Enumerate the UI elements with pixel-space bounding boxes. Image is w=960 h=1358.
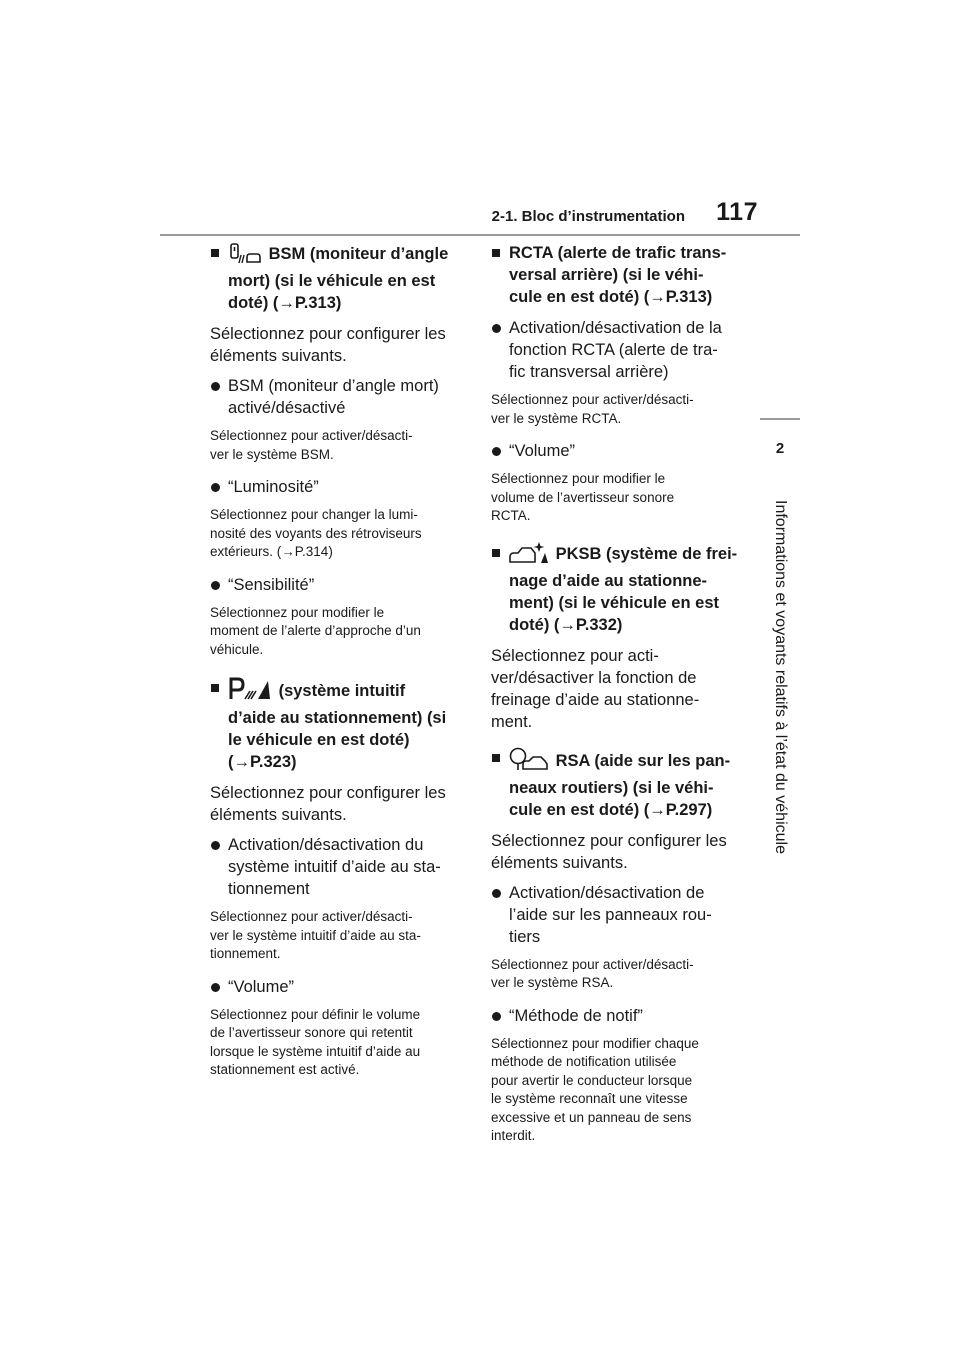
item-note: Sélectionnez pour définir le volume de l’avertisseur sonore qui retentit lorsque le système intuitif d’aide au stationnement est activé. bbox=[210, 1006, 421, 1077]
parking-heading: (système intuitif d’aide au stationnement) (si le véhicule en est doté) (→P.323) bbox=[210, 677, 470, 773]
bullet-dot bbox=[492, 447, 501, 456]
arrow-icon: → bbox=[278, 294, 295, 312]
rsa-intro: Sélectionnez pour configurer les éléments suivants. bbox=[491, 831, 727, 872]
arrow-icon: → bbox=[649, 288, 666, 306]
bullet-dot bbox=[492, 1012, 501, 1021]
item-note: Sélectionnez pour activer/désacti- ver le système intuitif d’aide au sta- tionnement. bbox=[210, 909, 421, 961]
pksb-icon bbox=[509, 542, 549, 570]
section-title: 2-1. Bloc d’instrumentation bbox=[491, 208, 685, 225]
square-bullet bbox=[492, 754, 500, 762]
item-note: Sélectionnez pour activer/désacti- ver le système RCTA. bbox=[491, 392, 694, 426]
page-reference-link[interactable]: P.297) bbox=[665, 800, 713, 819]
arrow-icon: → bbox=[559, 615, 576, 634]
bullet-dot bbox=[211, 983, 220, 992]
bullet-dot bbox=[492, 889, 501, 898]
parking-intro: Sélectionnez pour configurer les éléments suivants. bbox=[210, 784, 446, 824]
bullet-dot bbox=[492, 324, 501, 333]
square-bullet bbox=[211, 249, 219, 257]
bsm-heading: BSM (moniteur d’angle mort) (si le véhicule en est doté) (→P.313) bbox=[210, 242, 470, 314]
bullet-dot bbox=[211, 841, 220, 850]
item-note: Sélectionnez pour activer/désacti- ver le système BSM. bbox=[210, 428, 413, 462]
tab-divider bbox=[760, 418, 800, 420]
page-reference-link[interactable]: P.313) bbox=[665, 288, 713, 306]
parking-assist-icon bbox=[228, 677, 272, 707]
list-item: “Volume” bbox=[491, 440, 751, 462]
square-bullet bbox=[492, 249, 500, 257]
bsm-intro: Sélectionnez pour configurer les éléments suivants. bbox=[210, 325, 446, 365]
item-note: Sélectionnez pour modifier chaque méthode de notification utilisée pour avertir le conducteur lorsque le système reconnaît une vitesse excessive et un panneau de sens interdit. bbox=[491, 1035, 699, 1143]
chapter-number: 2 bbox=[775, 440, 785, 457]
list-item: “Sensibilité” bbox=[210, 574, 470, 596]
list-item: BSM (moniteur d’angle mort) activé/désactivé bbox=[210, 375, 470, 419]
page-reference-link[interactable]: P.323) bbox=[250, 753, 297, 771]
chapter-side-title: Informations et voyants relatifs à l’état du véhicule bbox=[772, 500, 789, 854]
list-item: Activation/désactivation de l’aide sur les panneaux rou- tiers bbox=[491, 882, 751, 948]
bullet-dot bbox=[211, 581, 220, 590]
page-reference-link[interactable]: P.332) bbox=[575, 615, 623, 634]
bullet-dot bbox=[211, 382, 220, 391]
page-reference-link[interactable]: P.313) bbox=[294, 294, 342, 312]
left-column bbox=[210, 242, 470, 1092]
arrow-icon: → bbox=[649, 800, 666, 819]
list-item: “Volume” bbox=[210, 976, 470, 998]
item-note: Sélectionnez pour modifier le volume de l’avertisseur sonore RCTA. bbox=[491, 471, 675, 523]
page-reference-link[interactable]: P.314) bbox=[294, 544, 333, 559]
item-note: Sélectionnez pour modifier le moment de l’alerte d’approche d’un véhicule. bbox=[210, 604, 421, 657]
rsa-heading: RSA (aide sur les pan- neaux routiers) (si le véhi- cule en est doté) (→P.297) bbox=[491, 747, 751, 821]
right-column bbox=[491, 242, 751, 1158]
item-note: Sélectionnez pour activer/désacti- ver le système RSA. bbox=[491, 956, 694, 990]
list-item: Activation/désactivation du système intuitif d’aide au sta- tionnement bbox=[210, 834, 470, 900]
square-bullet bbox=[492, 549, 500, 557]
rsa-icon bbox=[509, 747, 549, 777]
square-bullet bbox=[211, 684, 219, 692]
list-item: Activation/désactivation de la fonction RCTA (alerte de tra- fic transversal arrière) bbox=[491, 317, 751, 383]
rcta-heading: RCTA (alerte de trafic trans- versal arrière) (si le véhi- cule en est doté) (→P.313) bbox=[491, 242, 751, 308]
item-note: Sélectionnez pour changer la lumi- nosité des voyants des rétroviseurs extérieurs. (→P.314) bbox=[210, 507, 422, 559]
pksb-heading: PKSB (système de frei- nage d’aide au stationne- ment) (si le véhicule en est doté) (→P.332) bbox=[491, 542, 751, 636]
arrow-icon: → bbox=[233, 753, 250, 771]
arrow-icon: → bbox=[281, 544, 295, 559]
list-item: “Méthode de notif” bbox=[491, 1005, 751, 1027]
list-item: “Luminosité” bbox=[210, 476, 470, 498]
bullet-dot bbox=[211, 483, 220, 492]
bsm-icon bbox=[228, 242, 262, 270]
page-number: 117 bbox=[716, 198, 758, 226]
pksb-intro: Sélectionnez pour acti- ver/désactiver la fonction de freinage d’aide au stationne- ment. bbox=[491, 646, 700, 731]
page-header bbox=[160, 196, 800, 236]
